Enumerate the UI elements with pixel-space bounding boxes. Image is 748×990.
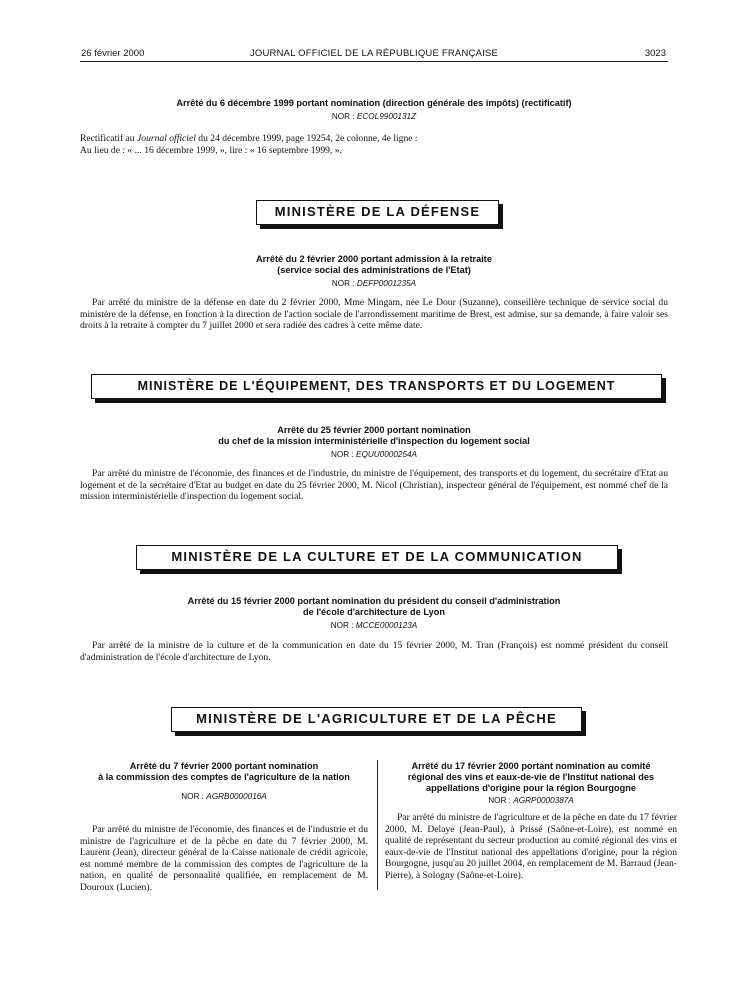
nor-code: ECOL9900131Z bbox=[356, 112, 417, 121]
equipement-body: Par arrêté du ministre de l'économie, des finances et de l'industrie, du ministre de l'équipement, des transports et du logement, du secrétaire d'Etat au logement et de la secrétaire d'Etat au budget en date du 25 février 2000, M. Nicol (Christian), inspecteur général de l'équipement, est nommé chef de la mission interministérielle d'inspection du logement social. bbox=[80, 468, 668, 502]
nor-code: MCCE0000123A bbox=[355, 621, 418, 630]
nor-code: EQUU0000254A bbox=[356, 450, 418, 459]
rectificatif-line-1: Rectificatif au Journal officiel du 24 décembre 1999, page 19254, 2e colonne, 4e ligne : bbox=[80, 133, 418, 144]
nor-code: AGRP0000387A bbox=[513, 796, 574, 805]
header-date: 26 février 2000 bbox=[81, 48, 145, 59]
rectificatif-line-2: Au lieu de : « ... 16 décembre 1999, », lire : « 16 septembre 1999, ». bbox=[80, 144, 342, 156]
agriculture-left-nor bbox=[80, 792, 368, 801]
column-separator bbox=[377, 760, 378, 890]
rectificatif-title: Arrêté du 6 décembre 1999 portant nomination (direction générale des impôts) (rectificatif) bbox=[176, 98, 572, 108]
nor-label: NOR : bbox=[181, 792, 204, 801]
rectificatif-nor bbox=[80, 112, 668, 121]
header-rule bbox=[80, 61, 668, 62]
agriculture-left-decree-title: Arrêté du 7 février 2000 portant nomination à la commission des comptes de l'agriculture de la nation bbox=[98, 761, 350, 782]
ministry-heading-defense: MINISTÈRE DE LA DÉFENSE bbox=[256, 200, 499, 225]
ministry-heading-culture: MINISTÈRE DE LA CULTURE ET DE LA COMMUNICATION bbox=[136, 545, 618, 570]
culture-body: Par arrêté de la ministre de la culture et de la communication en date du 15 février 2000, M. Tran (François) est nommé président du conseil d'administration de l'école d'architecture de Lyon. bbox=[80, 640, 668, 663]
nor-label: NOR : bbox=[331, 279, 355, 288]
culture-nor bbox=[80, 621, 668, 630]
ministry-heading-equipement: MINISTÈRE DE L'ÉQUIPEMENT, DES TRANSPORTS ET DU LOGEMENT bbox=[91, 374, 662, 399]
agriculture-right-body: Par arrêté du ministre de l'agriculture et de la pêche en date du 17 février 2000, M. Delaye (Jean-Paul), à Prissé (Saône-et-Loire), est nommé en qualité de représentant du secteur production au comité régional des vins et eaux-de-vie de l'Institut national des appellations d'origine, pour la région Bourgogne, jusqu'au 20 juillet 2004, en remplacement de M. Barraud (Jean-Pierre), à Sologny (Saône-et-Loire). bbox=[385, 812, 677, 881]
header-page-number: 3023 bbox=[644, 48, 666, 59]
ministry-heading-agriculture: MINISTÈRE DE L'AGRICULTURE ET DE LA PÊCHE bbox=[171, 707, 582, 732]
nor-label: NOR : bbox=[330, 450, 354, 459]
rectificatif-body bbox=[80, 133, 668, 156]
equipement-nor bbox=[80, 450, 668, 459]
equipement-decree-title: Arrêté du 25 février 2000 portant nomination du chef de la mission interministérielle d'inspection du logement social bbox=[218, 425, 530, 446]
defense-nor bbox=[80, 279, 668, 288]
header-journal-title: JOURNAL OFFICIEL DE LA RÉPUBLIQUE FRANÇAISE bbox=[249, 48, 499, 59]
nor-label: NOR : bbox=[330, 621, 354, 630]
nor-code: AGRB0000016A bbox=[206, 792, 267, 801]
defense-decree-title: Arrêté du 2 février 2000 portant admission à la retraite (service social des administrations de l'Etat) bbox=[256, 254, 492, 275]
nor-label: NOR : bbox=[488, 796, 511, 805]
culture-decree-title: Arrêté du 15 février 2000 portant nomination du président du conseil d'administration de l'école d'architecture de Lyon bbox=[187, 596, 561, 617]
nor-code: DEFP0001235A bbox=[356, 279, 417, 288]
agriculture-right-nor bbox=[385, 796, 677, 805]
nor-label: NOR : bbox=[331, 112, 355, 121]
journal-officiel-ref: Journal officiel bbox=[137, 133, 196, 144]
defense-body: Par arrêté du ministre de la défense en date du 2 février 2000, Mme Mingam, née Le Dour (Suzanne), conseillère technique de service social du ministère de la défense, en fonction à la direction de l'action sociale de l'arrondissement maritime de Brest, est admise, sur sa demande, à faire valoir ses droits à la retraite à compter du 7 juillet 2000 et sera radiée des cadres à cette même date. bbox=[80, 297, 668, 331]
agriculture-right-decree-title: Arrêté du 17 février 2000 portant nomination au comité régional des vins et eaux-de-vie de l'Institut national des appellations d'origine pour la région Bourgogne bbox=[407, 761, 655, 793]
agriculture-left-body: Par arrêté du ministre de l'économie, des finances et de l'industrie et du ministre de l'agriculture et de la pêche en date du 7 février 2000, M. Laurent (Jean), directeur général de la Caisse nationale de crédit agricole, est nommé membre de la commission des comptes de l'agriculture de la nation, en qualité de personnalité qualifiée, en remplacement de M. Douroux (Lucien). bbox=[80, 824, 368, 893]
